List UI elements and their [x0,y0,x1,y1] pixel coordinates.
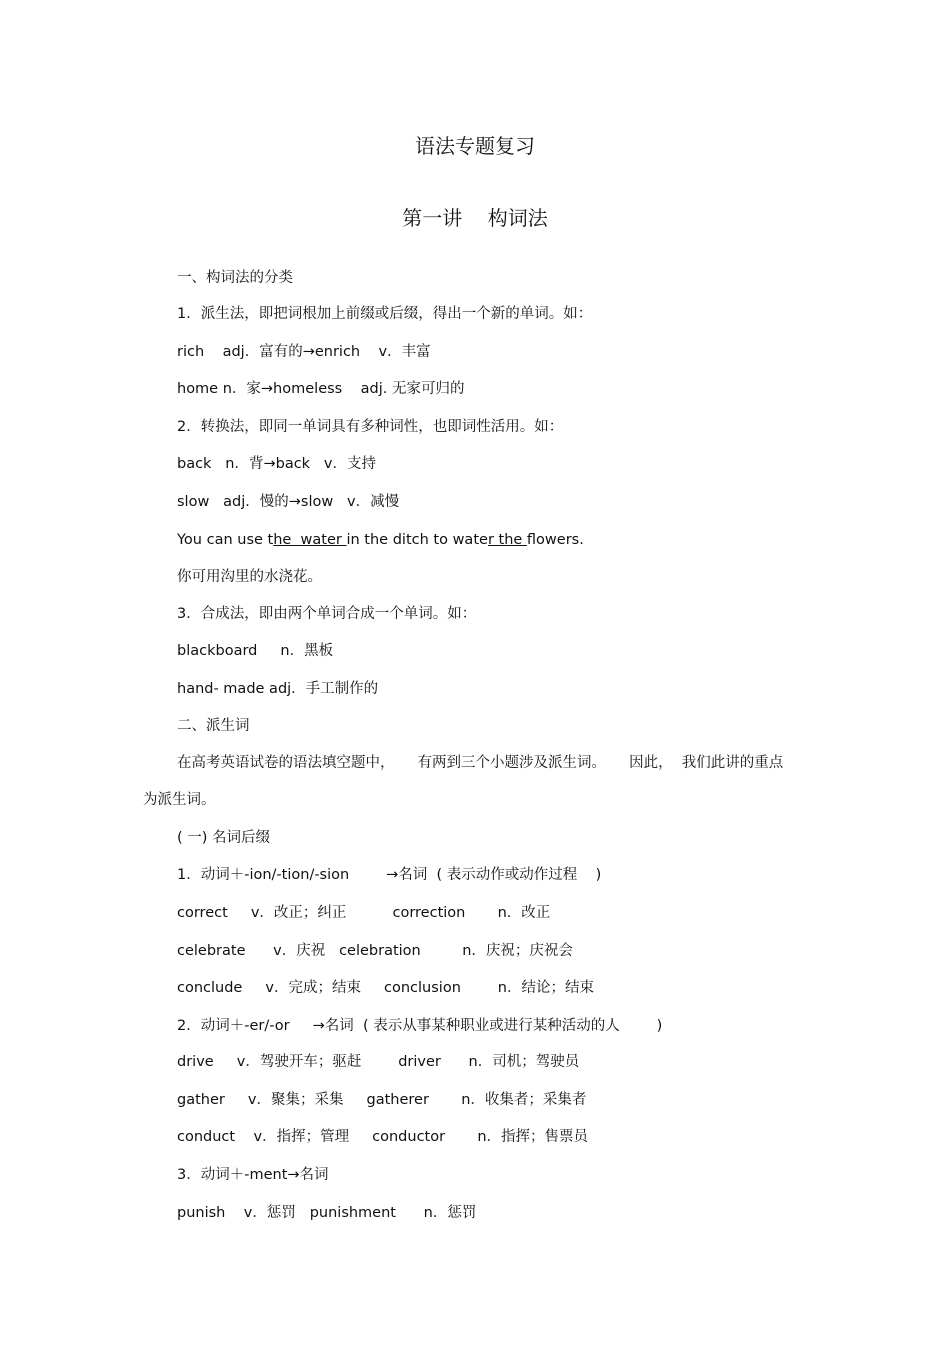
suffix-rule-ment: 3．动词＋-ment→名词 [177,1167,329,1183]
sentence-part: You can use t [177,532,274,548]
intro-paragraph: 在高考英语试卷的语法填空题中， 有两到三个小题涉及派生词。 因此， 我们此讲的重点 [177,755,784,771]
section-heading-classification: 一、构词法的分类 [177,270,293,286]
page-title: 语法专题复习 [415,134,535,158]
sentence-underlined: he water [273,532,347,548]
example-back: back n．背→back v．支持 [177,456,376,472]
conversion-rule: 2．转换法，即同一单词具有多种词性，也即词性活用。如： [177,419,564,435]
example-correct: correct v．改正；纠正 correction n．改正 [177,905,551,921]
example-rich: rich adj．富有的→enrich v．丰富 [177,344,431,360]
example-drive: drive v．驾驶开车；驱赶 driver n．司机；驾驶员 [177,1054,580,1070]
example-conduct: conduct v．指挥；管理 conductor n．指挥；售票员 [177,1129,589,1145]
example-sentence [177,531,584,549]
example-conclude: conclude v．完成；结束 conclusion n．结论；结束 [177,980,594,996]
lecture-title: 第一讲 构词法 [402,206,548,230]
derivation-rule: 1．派生法，即把词根加上前缀或后缀，得出一个新的单词。如： [177,306,593,322]
sentence-part: flowers. [526,532,584,548]
example-handmade: hand- made adj．手工制作的 [177,681,379,697]
sentence-part: in the ditch to wate [346,532,488,548]
section-heading-derivatives: 二、派生词 [177,718,250,734]
sentence-translation: 你可用沟里的水浇花。 [177,569,322,585]
suffix-rule-ion: 1．动词＋-ion/-tion/-sion →名词 ( 表示动作或动作过程 ) [177,867,602,883]
compounding-rule: 3．合成法，即由两个单词合成一个单词。如： [177,606,477,622]
example-blackboard: blackboard n．黑板 [177,643,334,659]
suffix-rule-er: 2．动词＋-er/-or →名词 ( 表示从事某种职业或进行某种活动的人 ) [177,1018,663,1034]
example-celebrate: celebrate v．庆祝 celebration n．庆祝；庆祝会 [177,943,573,959]
example-punish: punish v．惩罚 punishment n．惩罚 [177,1205,477,1221]
example-home: home n．家→homeless adj. 无家可归的 [177,381,465,397]
sentence-underlined: r the [487,532,527,548]
example-gather: gather v．聚集；采集 gatherer n．收集者；采集者 [177,1092,587,1108]
example-slow: slow adj．慢的→slow v．减慢 [177,494,400,510]
subsection-noun-suffix: ( 一) 名词后缀 [177,830,271,846]
intro-paragraph-cont: 为派生词。 [143,792,216,808]
